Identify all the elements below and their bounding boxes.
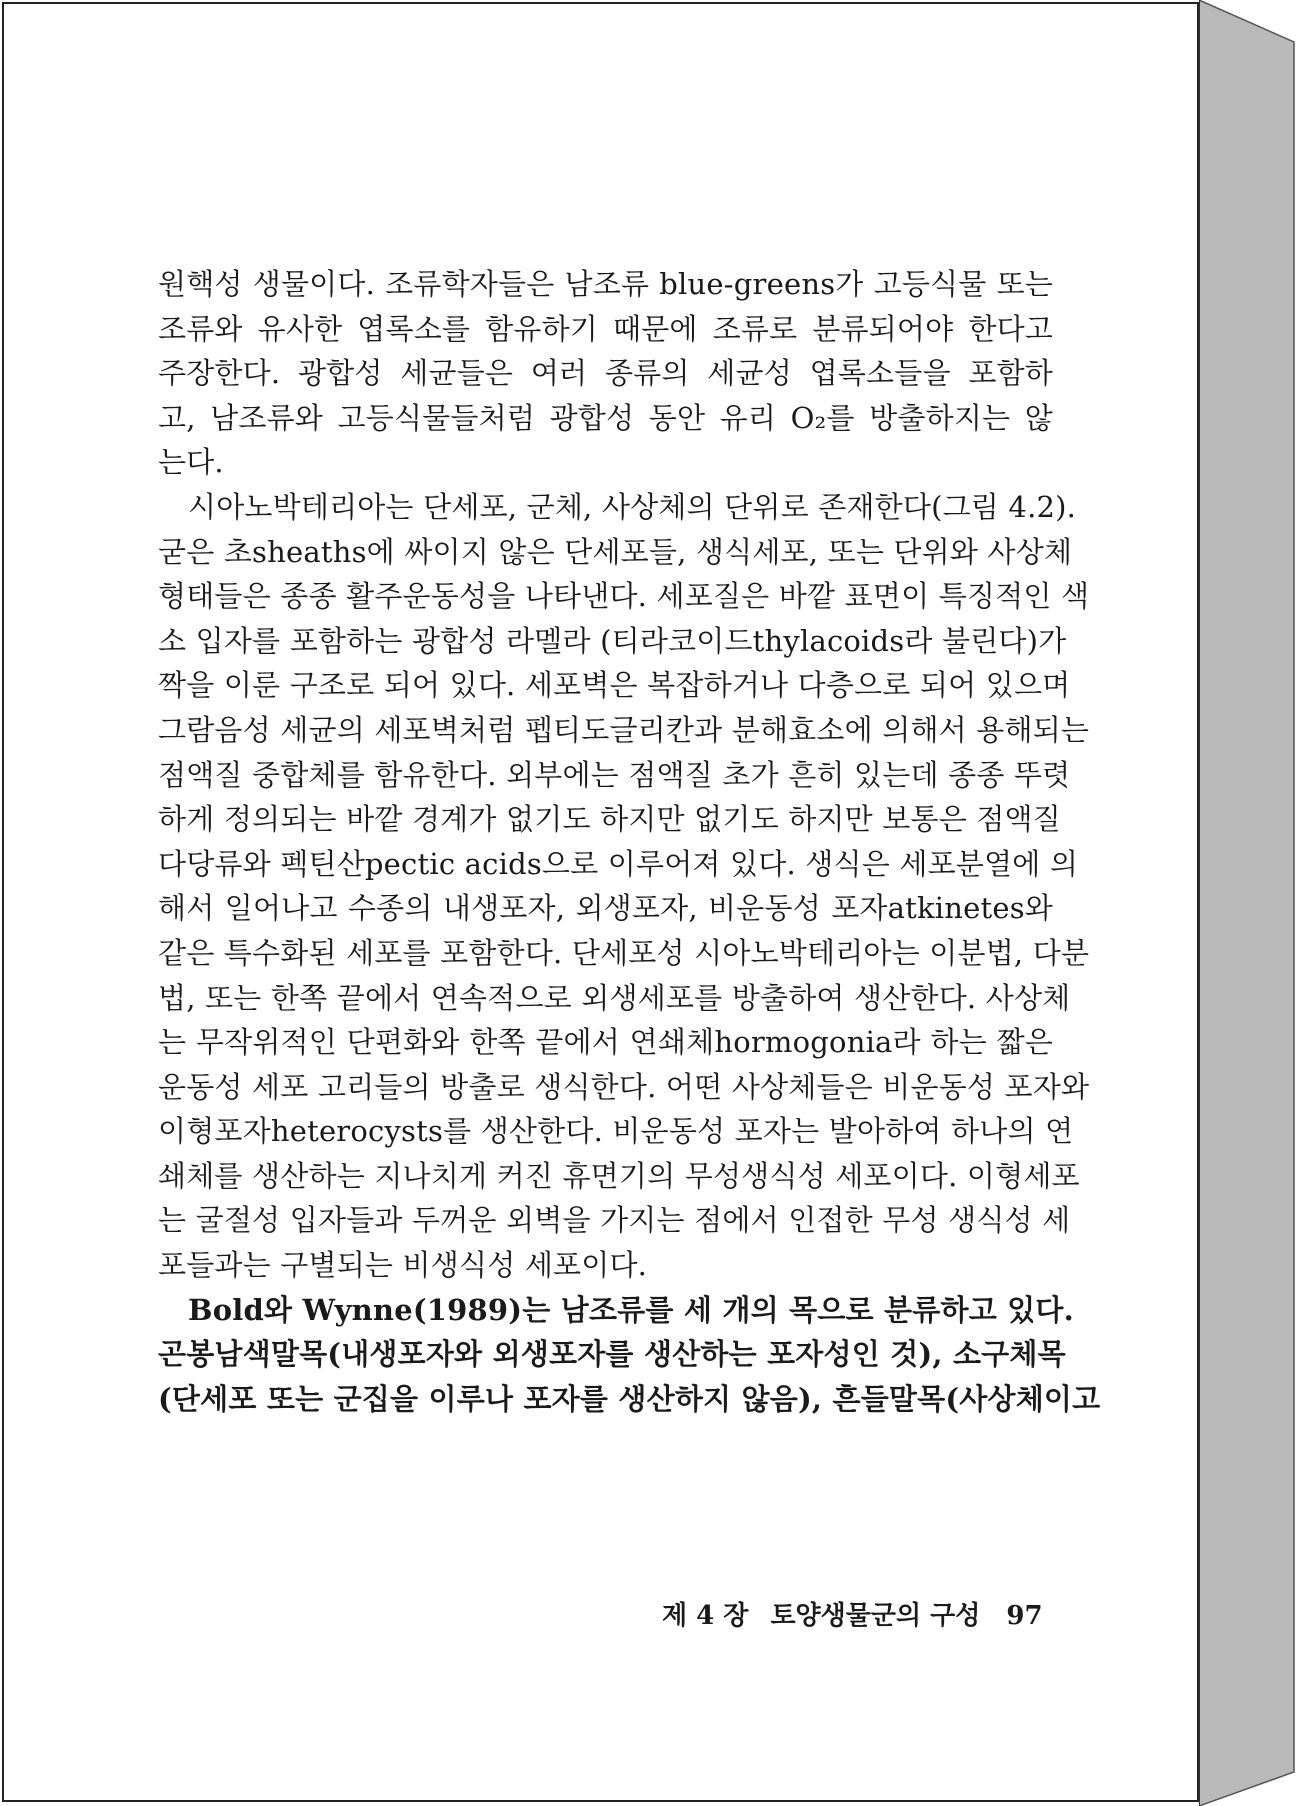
text-line: 점액질 중합체를 함유한다. 외부에는 점액질 초가 흔히 있는데 종종 뚜렷	[158, 757, 1071, 792]
book-edge	[1199, 0, 1298, 1806]
text-line: 시아노박테리아는 단세포, 군체, 사상체의 단위로 존재한다(그림 4.2).	[188, 489, 1077, 524]
text-line: Bold와 Wynne(1989)는 남조류를 세 개의 목으로 분류하고 있다.	[188, 1292, 1074, 1327]
text-line: 고, 남조류와 고등식물들처럼 광합성 동안 유리 O₂를 방출하지는 않	[158, 400, 1053, 435]
text-line: 원핵성 생물이다. 조류학자들은 남조류 blue-greens가 고등식물 또는	[158, 267, 1053, 301]
text-line: (단세포 또는 군집을 이루나 포자를 생산하지 않음), 흔들말목(사상체이고	[158, 1381, 1101, 1416]
text-line: 조류와 유사한 엽록소를 함유하기 때문에 조류로 분류되어야 한다고	[158, 311, 1053, 346]
text-line: 포들과는 구별되는 비생식성 세포이다.	[158, 1248, 648, 1283]
text-line: 쇄체를 생산하는 지나치게 커진 휴면기의 무성생식성 세포이다. 이형세포	[158, 1158, 1080, 1193]
body-text	[158, 262, 1101, 1421]
page-footer	[662, 1596, 1042, 1636]
text-line: 는다.	[158, 445, 224, 480]
text-line: 굳은 초sheaths에 싸이지 않은 단세포들, 생식세포, 또는 단위와 사상체	[158, 534, 1073, 569]
text-line: 같은 특수화된 세포를 포함한다. 단세포성 시아노박테리아는 이분법, 다분	[158, 935, 1090, 970]
text-line: 짝을 이룬 구조로 되어 있다. 세포벽은 복잡하거나 다층으로 되어 있으며	[158, 668, 1071, 703]
text-line: 그람음성 세균의 세포벽처럼 펩티도글리칸과 분해효소에 의해서 용해되는	[158, 712, 1090, 747]
text-line: 소 입자를 포함하는 광합성 라멜라 (티라코이드thylacoids라 불린다)가	[158, 623, 1067, 658]
text-line: 형태들은 종종 활주운동성을 나타낸다. 세포질은 바깥 표면이 특징적인 색	[158, 579, 1090, 614]
text-line: 법, 또는 한쪽 끝에서 연속적으로 외생세포를 방출하여 생산한다. 사상체	[158, 980, 1071, 1015]
text-line: 는 굴절성 입자들과 두꺼운 외벽을 가지는 점에서 인접한 무성 생식성 세	[158, 1203, 1071, 1238]
text-line: 하게 정의되는 바깥 경계가 없기도 하지만 없기도 하지만 보통은 점액질	[158, 802, 1061, 837]
text-line: 는 무작위적인 단편화와 한쪽 끝에서 연쇄체hormogonia라 하는 짧은	[158, 1025, 1053, 1060]
text-line: 운동성 세포 고리들의 방출로 생식한다. 어떤 사상체들은 비운동성 포자와	[158, 1069, 1090, 1104]
text-line: 곤봉남색말목(내생포자와 외생포자를 생산하는 포자성인 것), 소구체목	[158, 1337, 1066, 1372]
text-line: 주장한다. 광합성 세균들은 여러 종류의 세균성 엽록소들을 포함하	[158, 356, 1053, 391]
text-line: 이형포자heterocysts를 생산한다. 비운동성 포자는 발아하여 하나의 연	[158, 1114, 1074, 1149]
chapter-label: 제 4 장	[662, 1601, 749, 1631]
page-number: 97	[1006, 1601, 1043, 1631]
text-line: 다당류와 펙틴산pectic acids으로 이루어져 있다. 생식은 세포분열에 의	[158, 846, 1079, 881]
text-line: 해서 일어나고 수종의 내생포자, 외생포자, 비운동성 포자atkinetes와	[158, 891, 1053, 926]
chapter-title: 토양생물군의 구성	[770, 1601, 981, 1631]
